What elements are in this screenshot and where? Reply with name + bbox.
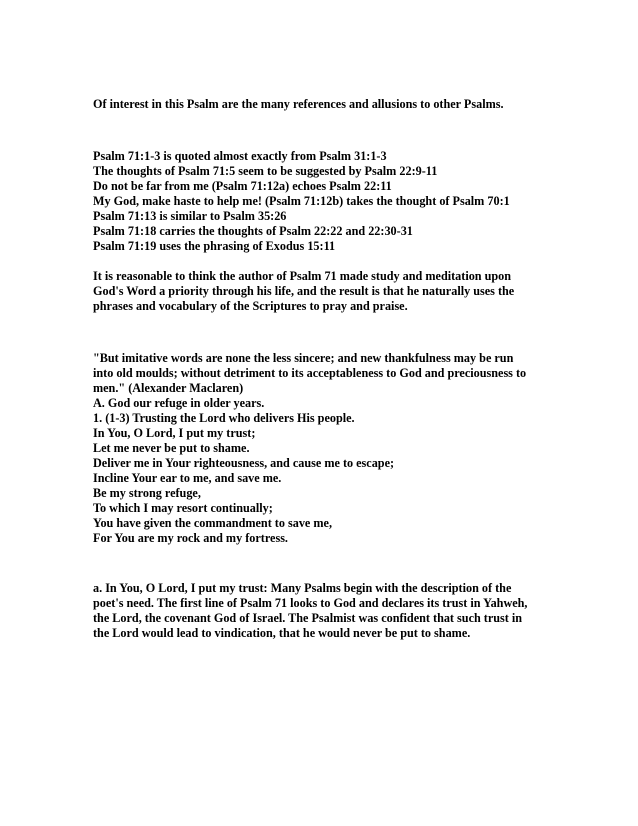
reference-line: Psalm 71:13 is similar to Psalm 35:26 [93,209,287,223]
reasoning-line: It is reasonable to think the author of Psalm 71 made study and meditation upon [93,269,512,283]
verse-line: Be my strong refuge, [93,486,201,500]
verse-line: Deliver me in Your righteousness, and cause me to escape; [93,456,395,470]
quote-line: into old moulds; without detriment to its acceptableness to God and preciousness to [93,366,527,380]
quote-line: men." (Alexander Maclaren) [93,381,244,395]
reference-line: My God, make haste to help me! (Psalm 71:12b) takes the thought of Psalm 70:1 [93,194,510,208]
maclaren-quote [93,351,553,396]
reference-line: Psalm 71:18 carries the thoughts of Psalm 22:22 and 22:30-31 [93,224,413,238]
commentary-line: poet's need. The first line of Psalm 71 looks to God and declares its trust in Yahweh, [93,596,528,610]
verse-line: Incline Your ear to me, and save me. [93,471,282,485]
verse-line: In You, O Lord, I put my trust; [93,426,256,440]
commentary-paragraph [93,581,553,641]
verse-line: You have given the commandment to save me, [93,516,332,530]
reasoning-paragraph [93,269,553,314]
document-body [93,97,553,641]
references-list [93,149,553,254]
reasoning-line: phrases and vocabulary of the Scriptures to pray and praise. [93,299,408,313]
section-heading: A. God our refuge in older years. [93,396,265,410]
verse-line: To which I may resort continually; [93,501,273,515]
reference-line: The thoughts of Psalm 71:5 seem to be suggested by Psalm 22:9-11 [93,164,438,178]
verse-line: For You are my rock and my fortress. [93,531,288,545]
reasoning-line: God's Word a priority through his life, and the result is that he naturally uses the [93,284,515,298]
commentary-line: the Lord would lead to vindication, that he would never be put to shame. [93,626,471,640]
verse-line: Let me never be put to shame. [93,441,250,455]
reference-line: Psalm 71:1-3 is quoted almost exactly from Psalm 31:1-3 [93,149,387,163]
commentary-line: the Lord, the covenant God of Israel. The Psalmist was confident that such trust in [93,611,523,625]
intro-paragraph: Of interest in this Psalm are the many references and allusions to other Psalms. [93,97,504,111]
subsection-heading: 1. (1-3) Trusting the Lord who delivers His people. [93,411,355,425]
reference-line: Psalm 71:19 uses the phrasing of Exodus 15:11 [93,239,336,253]
reference-line: Do not be far from me (Psalm 71:12a) echoes Psalm 22:11 [93,179,392,193]
commentary-line: a. In You, O Lord, I put my trust: Many Psalms begin with the description of the [93,581,512,595]
quote-line: "But imitative words are none the less sincere; and new thankfulness may be run [93,351,514,365]
